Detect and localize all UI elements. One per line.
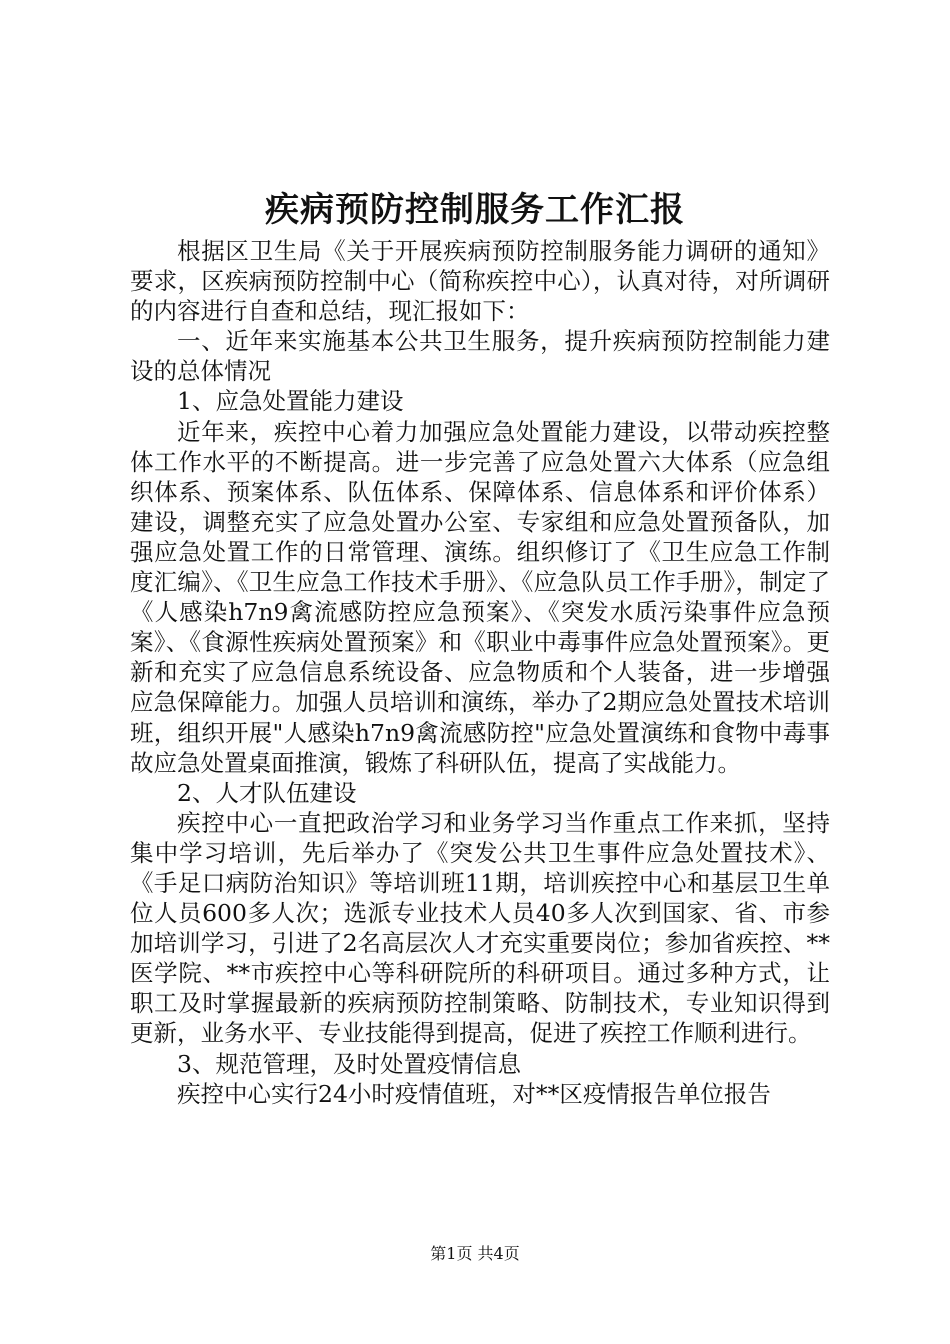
paragraph-epidemic: 疾控中心实行24小时疫情值班，对**区疫情报告单位报告 — [177, 1079, 771, 1108]
page-footer — [0, 1244, 950, 1264]
document-title: 疾病预防控制服务工作汇报 — [265, 190, 685, 230]
document-body — [130, 236, 830, 1109]
section-heading-1: 一、近年来实施基本公共卫生服务，提升疾病预防控制能力建设的总体情况 — [130, 327, 830, 386]
subsection-heading-3: 3、规范管理，及时处置疫情信息 — [177, 1049, 521, 1078]
subsection-heading-1: 1、应急处置能力建设 — [177, 387, 404, 416]
paragraph-intro: 根据区卫生局《关于开展疾病预防控制服务能力调研的通知》要求，区疾病预防控制中心（简称疾控中心），认真对待，对所调研的内容进行自查和总结，现汇报如下： — [130, 237, 830, 326]
paragraph-talent: 疾控中心一直把政治学习和业务学习当作重点工作来抓，坚持集中学习培训，先后举办了《突发公共卫生事件应急处置技术》、《手足口病防治知识》等培训班11期，培训疾控中心和基层卫生单位人员600多人次；选派专业技术人员40多人次到国家、省、市参加培训学习，引进了2名高层次人才充实重要岗位；参加省疾控、**医学院、**市疾控中心等科研院所的科研项目。通过多种方式，让职工及时掌握最新的疾病预防控制策略、防制技术，专业知识得到更新，业务水平、专业技能得到提高，促进了疾控工作顺利进行。 — [130, 808, 830, 1048]
page-number: 第1页 共4页 — [430, 1244, 520, 1263]
paragraph-emergency: 近年来，疾控中心着力加强应急处置能力建设，以带动疾控整体工作水平的不断提高。进一步完善了应急处置六大体系（应急组织体系、预案体系、队伍体系、保障体系、信息体系和评价体系）建设，调整充实了应急处置办公室、专家组和应急处置预备队，加强应急处置工作的日常管理、演练。组织修订了《卫生应急工作制度汇编》、《卫生应急工作技术手册》、《应急队员工作手册》，制定了《人感染h7n9禽流感防控应急预案》、《突发水质污染事件应急预案》、《食源性疾病处置预案》和《职业中毒事件应急处置预案》。更新和充实了应急信息系统设备、应急物质和个人装备，进一步增强应急保障能力。加强人员培训和演练，举办了2期应急处置技术培训班，组织开展"人感染h7n9禽流感防控"应急处置演练和食物中毒事故应急处置桌面推演，锻炼了科研队伍，提高了实战能力。 — [130, 417, 830, 777]
subsection-heading-2: 2、人才队伍建设 — [177, 778, 357, 807]
